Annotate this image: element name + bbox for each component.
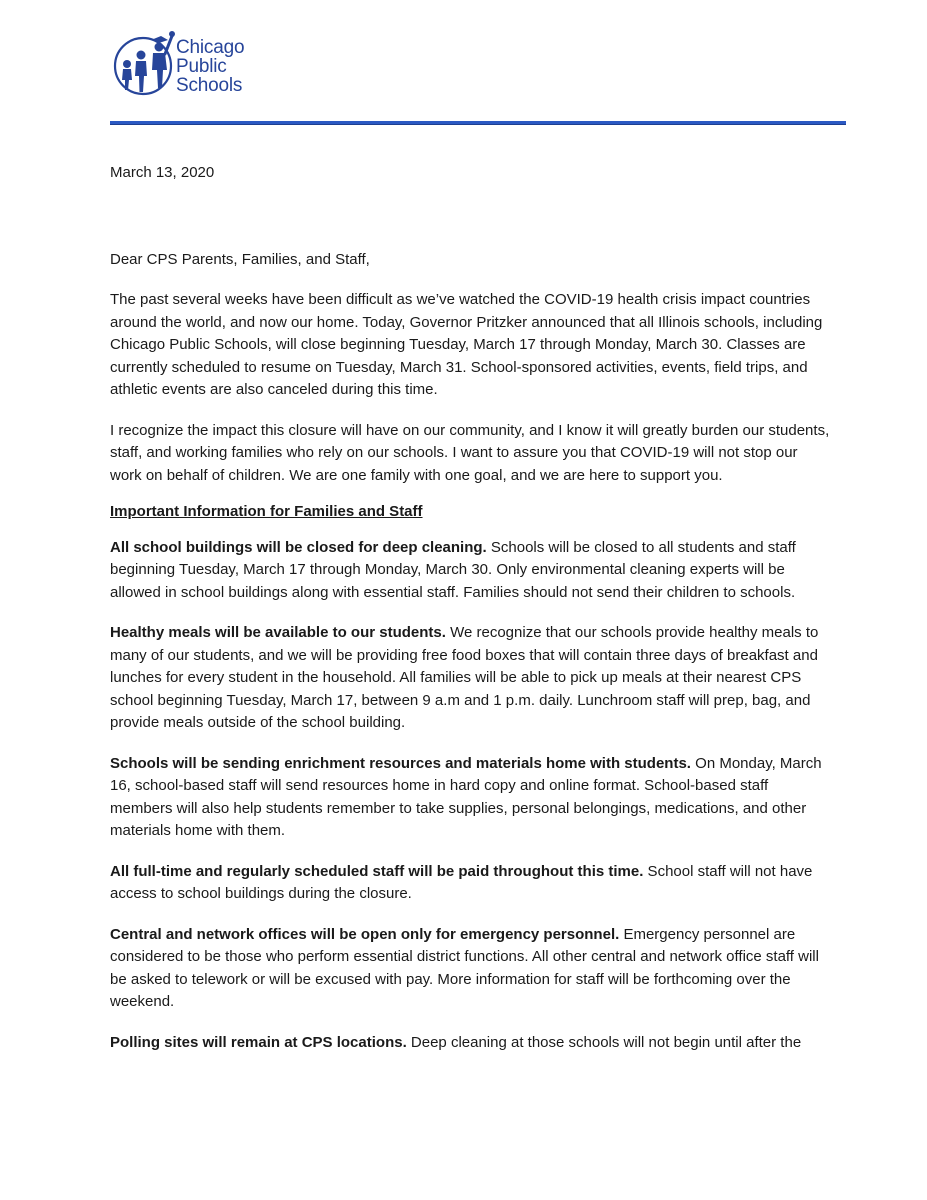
letter-date: March 13, 2020 bbox=[110, 164, 215, 181]
info-item-text: Deep cleaning at those schools will not begin until after the bbox=[406, 1033, 802, 1051]
cps-logo bbox=[110, 28, 280, 100]
info-item-text: On Monday, March 16, school-based staff will send resources home in hard copy and online format. School-based staff members will also help students remember to take supplies, personal belongings, medications, and other materials home with them. bbox=[110, 754, 822, 839]
logo-line-2: Public bbox=[176, 56, 227, 77]
info-item-text: School staff will not have access to school buildings during the closure. bbox=[110, 862, 813, 902]
cps-logo-figures-icon bbox=[110, 28, 180, 98]
info-item-lead: Central and network offices will be open only for emergency personnel. bbox=[110, 925, 620, 943]
info-item bbox=[110, 753, 830, 843]
letter-body bbox=[110, 162, 830, 1054]
info-item-lead: Schools will be sending enrichment resources and materials home with students. bbox=[110, 754, 691, 772]
section-heading: Important Information for Families and Staff bbox=[110, 503, 423, 520]
intro-paragraph: The past several weeks have been difficult as we’ve watched the COVID-19 health crisis impact countries around the world, and now our home. Today, Governor Pritzker announced that all Illinois schools, including Chicago Public Schools, will close beginning Tuesday, March 17 through Monday, March 30. Classes are currently scheduled to resume on Tuesday, March 31. School-sponsored activities, events, field trips, and athletic events are also canceled during this time. bbox=[110, 291, 823, 398]
logo-line-3: Schools bbox=[176, 75, 243, 96]
info-item bbox=[110, 537, 830, 605]
info-item-lead: All school buildings will be closed for deep cleaning. bbox=[110, 538, 487, 556]
info-item-lead: Polling sites will remain at CPS locations. bbox=[110, 1033, 407, 1051]
intro-paragraph: I recognize the impact this closure will have on our community, and I know it will greatly burden our students, staff, and working families who rely on our schools. I want to assure you that COVID-19 will not stop our work on behalf of children. We are one family with one goal, and we are here to support you. bbox=[110, 421, 830, 484]
letter-salutation: Dear CPS Parents, Families, and Staff, bbox=[110, 250, 370, 268]
info-item-text: Schools will be closed to all students and staff beginning Tuesday, March 17 through Monday, March 30. Only environmental cleaning experts will be allowed in school buildings along with essential staff. Families should not send their children to schools. bbox=[110, 538, 796, 601]
info-item bbox=[110, 1032, 830, 1055]
cps-logo-wordmark bbox=[176, 38, 244, 95]
info-item bbox=[110, 861, 830, 906]
header-divider bbox=[110, 121, 846, 125]
info-item-text: Emergency personnel are considered to be those who perform essential district functions. All other central and network office staff will be asked to telework or will be excused with pay. More information for staff will be forthcoming over the weekend. bbox=[110, 925, 819, 1010]
info-item-lead: Healthy meals will be available to our students. bbox=[110, 624, 446, 641]
logo-line-1: Chicago bbox=[176, 37, 245, 58]
info-item bbox=[110, 924, 830, 1014]
info-item-text: We recognize that our schools provide healthy meals to many of our students, and we will be providing free food boxes that will contain three days of breakfast and lunches for every student in the household. All families will be able to pick up meals at their nearest CPS school beginning Tuesday, March 17, between 9 a.m and 1 p.m. daily. Lunchroom staff will prep, bag, and provide meals outside of the school building. bbox=[110, 624, 819, 731]
info-item bbox=[110, 622, 830, 735]
info-item-lead: All full-time and regularly scheduled staff will be paid throughout this time. bbox=[110, 862, 644, 880]
